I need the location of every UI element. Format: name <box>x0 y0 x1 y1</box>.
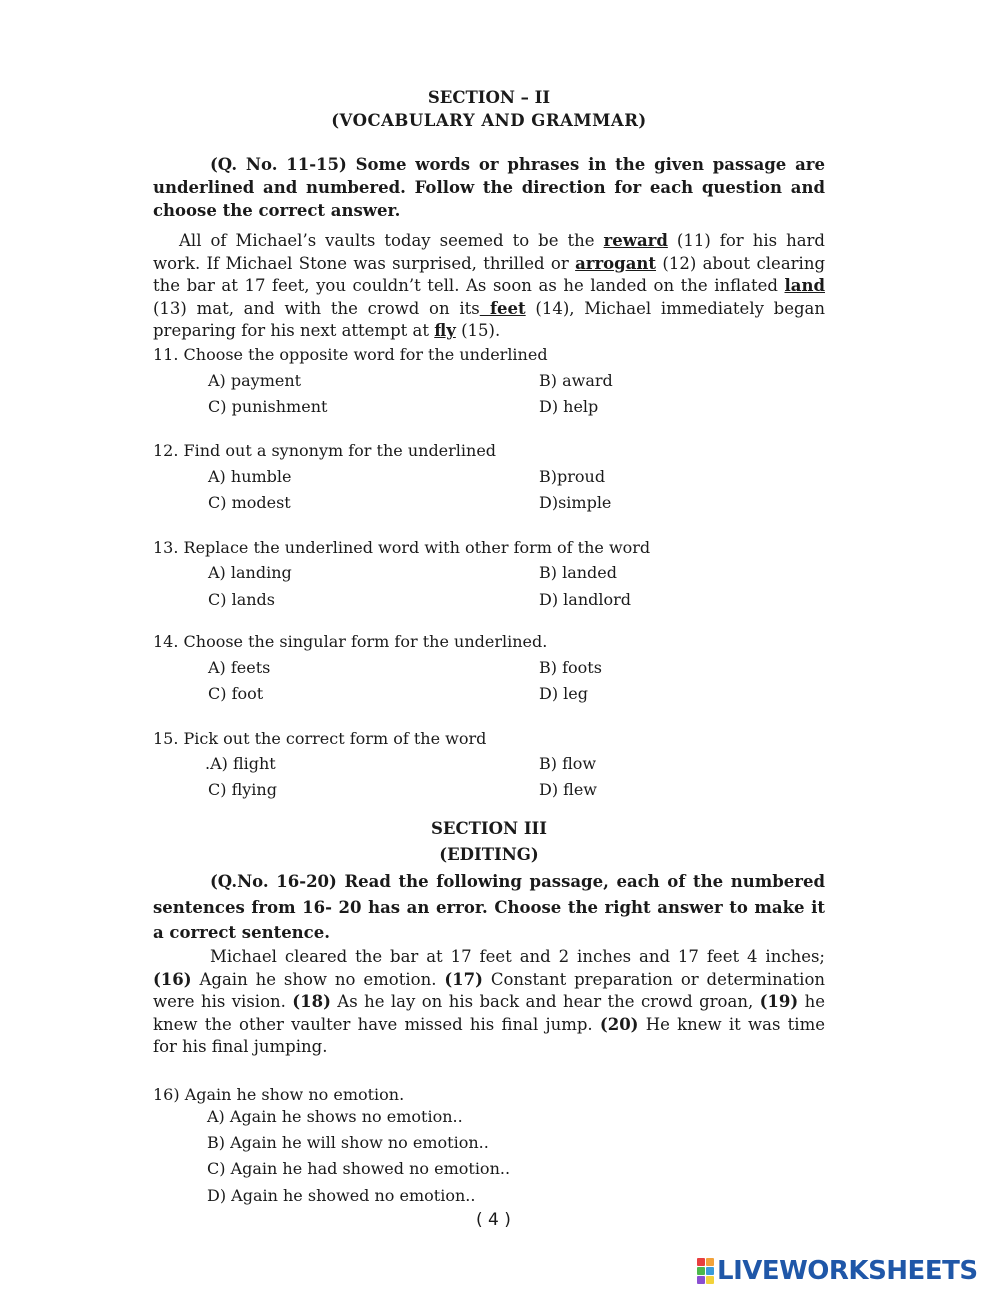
question-15: 15. Pick out the correct form of the word <box>153 729 487 748</box>
question-11-option-a[interactable]: A) payment <box>208 371 302 390</box>
question-15-option-d[interactable]: D) flew <box>539 780 597 799</box>
question-14: 14. Choose the singular form for the underlined. <box>153 632 548 651</box>
underlined-word-12: arrogant <box>575 253 657 273</box>
section-3-title: SECTION III <box>431 819 547 838</box>
section-2-subtitle: (VOCABULARY AND GRAMMAR) <box>331 111 647 130</box>
liveworksheets-logo <box>697 1256 978 1286</box>
section-3-subtitle: (EDITING) <box>439 845 539 864</box>
question-11: 11. Choose the opposite word for the underlined <box>153 345 548 364</box>
question-16: 16) Again he show no emotion. <box>153 1085 405 1104</box>
underlined-word-15: fly <box>434 321 456 340</box>
section-2-passage: All of Michael’s vaults today seemed to be the reward (11) for his hard work. If Michael Stone was surprised, thrilled or arrogant (12) about clearing the bar at 17 feet, you couldn’t tell. As soon as he landed on the inflated land (13) mat, and with the crowd on its feet (14), Michael immediately began preparing for his next attempt at fly (15). <box>153 231 826 340</box>
question-12-option-d[interactable]: D)simple <box>539 493 612 512</box>
question-15-option-b[interactable]: B) flow <box>539 754 597 773</box>
question-12-option-c[interactable]: C) modest <box>208 493 291 512</box>
section-2-instructions: (Q. No. 11-15) Some words or phrases in the given passage are underlined and numbered. Follow the direction for each question and choose the correct answer. <box>153 155 825 220</box>
section-2-title: SECTION – II <box>427 88 551 107</box>
underlined-word-11: reward <box>603 231 668 250</box>
liveworksheets-logo-icon <box>697 1258 714 1284</box>
question-15-option-c[interactable]: C) flying <box>208 780 277 799</box>
question-14-option-a[interactable]: A) feets <box>208 658 271 677</box>
question-13-option-a[interactable]: A) landing <box>208 563 292 582</box>
section-3-passage: Michael cleared the bar at 17 feet and 2 inches and 17 feet 4 inches; (16) Again he show no emotion. (17) Constant preparation or determination were his vision. (18) As he lay on his back and hear the crowd groan, (19) he knew the other vaulter have missed his final jump. (20) He knew it was time for his final jumping. <box>153 947 826 1056</box>
question-13-option-b[interactable]: B) landed <box>539 563 617 582</box>
underlined-word-13: land <box>784 276 825 295</box>
question-12: 12. Find out a synonym for the underlined <box>153 441 497 460</box>
question-14-option-b[interactable]: B) foots <box>539 658 602 677</box>
question-13-option-c[interactable]: C) lands <box>208 590 275 609</box>
question-11-option-b[interactable]: B) award <box>539 371 613 390</box>
question-12-option-b[interactable]: B)proud <box>539 467 606 486</box>
question-16-option-a[interactable]: A) Again he shows no emotion.. <box>207 1107 463 1126</box>
question-14-option-c[interactable]: C) foot <box>208 684 264 703</box>
question-13-option-d[interactable]: D) landlord <box>539 590 631 609</box>
question-15-option-a[interactable]: .A) flight <box>205 754 276 773</box>
question-16-option-b[interactable]: B) Again he will show no emotion.. <box>207 1133 489 1152</box>
liveworksheets-logo-text: LIVEWORKSHEETS <box>717 1256 978 1286</box>
section-3-instructions: (Q.No. 16-20) Read the following passage, each of the numbered sentences from 16- 20 has an error. Choose the right answer to make it a correct sentence. <box>153 872 825 942</box>
question-12-option-a[interactable]: A) humble <box>208 467 292 486</box>
question-11-option-d[interactable]: D) help <box>539 397 599 416</box>
question-13: 13. Replace the underlined word with other form of the word <box>153 538 651 557</box>
question-16-option-c[interactable]: C) Again he had showed no emotion.. <box>207 1159 511 1178</box>
question-16-option-d[interactable]: D) Again he showed no emotion.. <box>207 1186 476 1205</box>
question-14-option-d[interactable]: D) leg <box>539 684 588 703</box>
question-11-option-c[interactable]: C) punishment <box>208 397 328 416</box>
underlined-word-14: feet <box>479 298 526 318</box>
page-number: ( 4 ) <box>476 1210 511 1230</box>
